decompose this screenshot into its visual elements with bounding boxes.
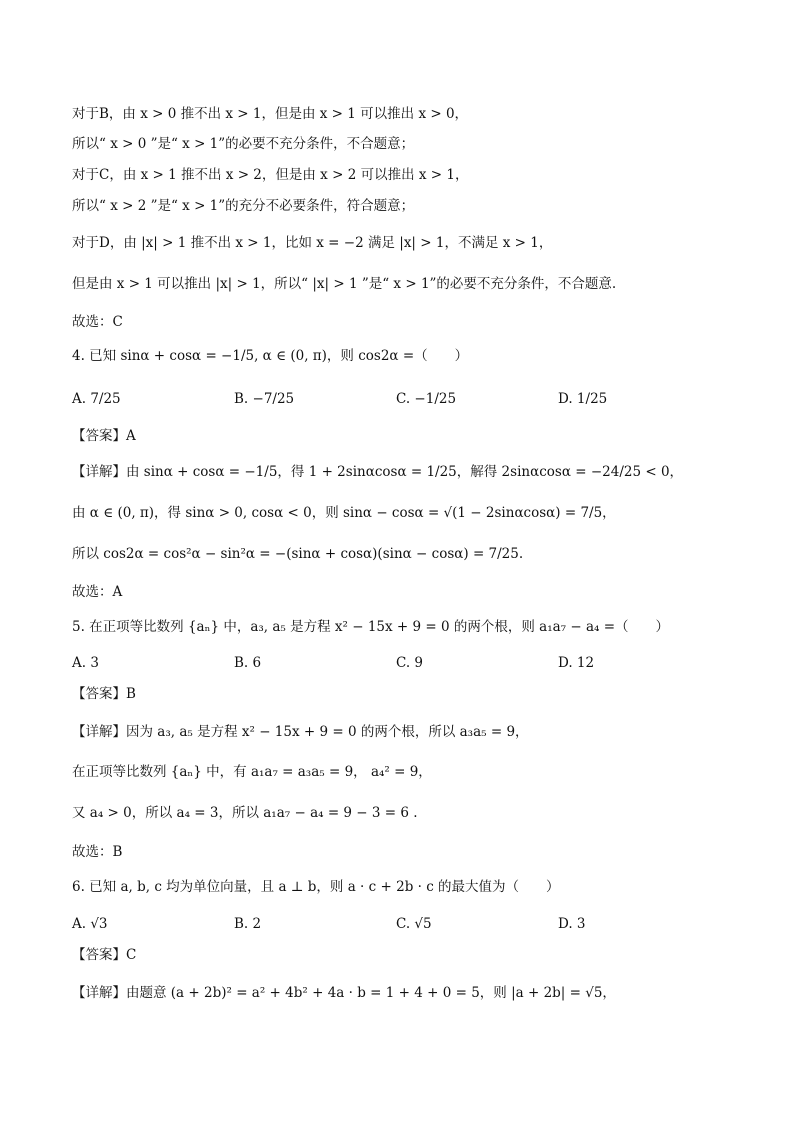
line-b-conclusion: 所以“ x > 0 ”是“ x > 1”的必要不充分条件，不合题意； bbox=[72, 136, 415, 152]
q4-stem: 4. 已知 sinα + cosα = −1/5, α ∈ (0, π)，则 cos2α =（ ） bbox=[72, 348, 469, 364]
q6-option-c: C. √5 bbox=[396, 916, 432, 932]
q5-detail-2: 在正项等比数列 {aₙ} 中，有 a₁a₇ = a₃a₅ = 9， a₄² = 9， bbox=[72, 764, 432, 780]
line-d-conclusion: 但是由 x > 1 可以推出 |x| > 1，所以“ |x| > 1 ”是“ x > 1”的必要不充分条件，不合题意. bbox=[72, 276, 617, 292]
q4-answer: 【答案】A bbox=[72, 428, 136, 444]
q6-option-a: A. √3 bbox=[72, 916, 108, 932]
q6-option-b: B. 2 bbox=[234, 916, 262, 932]
q4-detail-3: 所以 cos2α = cos²α − sin²α = −(sinα + cosα)(sinα − cosα) = 7/25. bbox=[72, 546, 524, 562]
line-b: 对于B，由 x > 0 推不出 x > 1，但是由 x > 1 可以推出 x > 0， bbox=[72, 106, 469, 122]
q5-option-b: B. 6 bbox=[234, 655, 262, 671]
q4-option-d: D. 1/25 bbox=[558, 391, 608, 407]
q3-choice: 故选：C bbox=[72, 314, 123, 330]
q5-stem: 5. 在正项等比数列 {aₙ} 中，a₃, a₅ 是方程 x² − 15x + 9 = 0 的两个根，则 a₁a₇ − a₄ =（ ） bbox=[72, 619, 670, 635]
q4-option-b: B. −7/25 bbox=[234, 391, 295, 407]
q5-option-d: D. 12 bbox=[558, 655, 595, 671]
q5-option-c: C. 9 bbox=[396, 655, 424, 671]
q6-detail-1: 【详解】由题意 (a + 2b)² = a² + 4b² + 4a · b = 1 + 4 + 0 = 5，则 |a + 2b| = √5， bbox=[72, 985, 616, 1001]
q5-detail-3: 又 a₄ > 0，所以 a₄ = 3，所以 a₁a₇ − a₄ = 9 − 3 = 6 . bbox=[72, 805, 418, 821]
q4-option-a: A. 7/25 bbox=[72, 391, 121, 407]
q5-option-a: A. 3 bbox=[72, 655, 99, 671]
q6-option-d: D. 3 bbox=[558, 916, 586, 932]
q5-detail-1: 【详解】因为 a₃, a₅ 是方程 x² − 15x + 9 = 0 的两个根，所以 a₃a₅ = 9， bbox=[72, 724, 529, 740]
q4-choice: 故选：A bbox=[72, 584, 123, 600]
line-c-conclusion: 所以“ x > 2 ”是“ x > 1”的充分不必要条件，符合题意； bbox=[72, 198, 415, 214]
q4-option-c: C. −1/25 bbox=[396, 391, 457, 407]
q6-stem: 6. 已知 a, b, c 均为单位向量，且 a ⊥ b，则 a · c + 2b · c 的最大值为（ ） bbox=[72, 879, 560, 895]
q5-answer: 【答案】B bbox=[72, 686, 136, 702]
q4-detail-2: 由 α ∈ (0, π)，得 sinα > 0, cosα < 0，则 sinα − cosα = √(1 − 2sinαcosα) = 7/5， bbox=[72, 505, 616, 521]
q4-detail-1: 【详解】由 sinα + cosα = −1/5，得 1 + 2sinαcosα = 1/25，解得 2sinαcosα = −24/25 < 0， bbox=[72, 464, 684, 480]
q6-answer: 【答案】C bbox=[72, 947, 137, 963]
line-d: 对于D，由 |x| > 1 推不出 x > 1，比如 x = −2 满足 |x| > 1，不满足 x > 1， bbox=[72, 235, 553, 251]
line-c: 对于C，由 x > 1 推不出 x > 2，但是由 x > 2 可以推出 x > 1， bbox=[72, 167, 469, 183]
q5-choice: 故选：B bbox=[72, 844, 123, 860]
